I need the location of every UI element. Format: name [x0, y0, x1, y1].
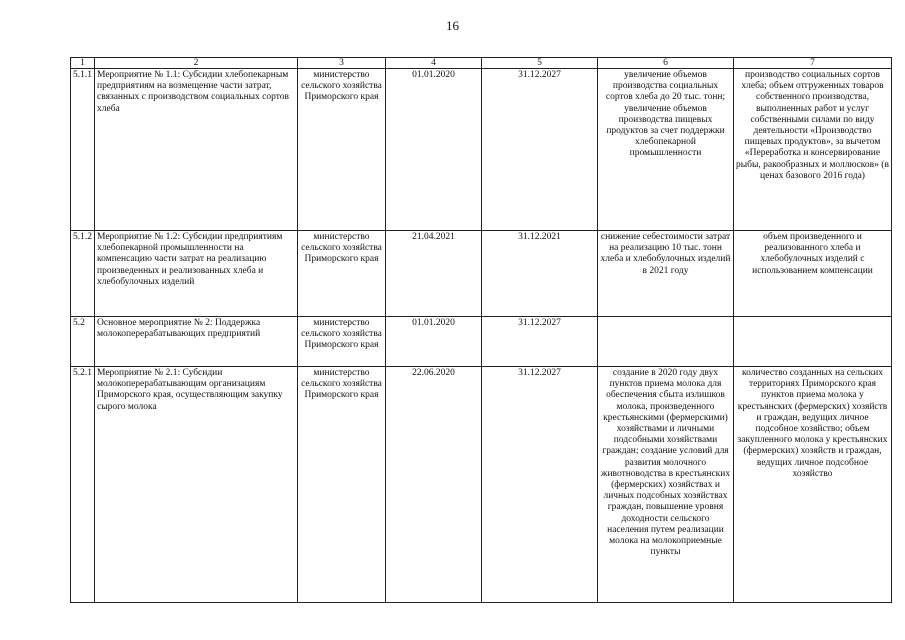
column-header: 1	[71, 58, 95, 69]
column-header: 2	[95, 58, 298, 69]
expected-result: снижение себестоимости затрат на реализацию 10 тыс. тонн хлеба и хлебобулочных изделий в 2021 году	[598, 231, 734, 317]
indicator: количество созданных на сельских территориях Приморского края пунктов приема молока у крестьянских (фермерских) хозяйств и граждан, ведущих личное подсобное хозяйство; объем закупленного молока у крестьянских (фермерских) хозяйств и граждан, ведущих личное подсобное хозяйство	[734, 367, 892, 603]
end-date: 31.12.2021	[482, 231, 598, 317]
end-date: 31.12.2027	[482, 69, 598, 231]
column-header: 6	[598, 58, 734, 69]
page-number: 16	[446, 18, 459, 33]
executor: министерство сельского хозяйства Приморского края	[298, 69, 386, 231]
table-row	[71, 231, 892, 317]
measure-name: Мероприятие № 2.1: Субсидии молокоперерабатывающим организациям Приморского края, осуществляющим закупку сырого молока	[95, 367, 298, 603]
column-header: 3	[298, 58, 386, 69]
expected-result: создание в 2020 году двух пунктов приема молока для обеспечения сбыта излишков молока, произведенного крестьянскими (фермерскими) хозяйствами и личными подсобными хозяйствами граждан; создание условий для развития молочного животноводства в крестьянских (фермерских) хозяйствах и личных подсобных хозяйствах граждан, повышение уровня доходности сельского населения путем реализации молока на молокоприемные пункты	[598, 367, 734, 603]
measure-name: Мероприятие № 1.1: Субсидии хлебопекарным предприятиям на возмещение части затрат, связанных с производством социальных сортов хлеба	[95, 69, 298, 231]
start-date: 01.01.2020	[386, 69, 482, 231]
row-number: 5.1.2	[71, 231, 95, 317]
executor: министерство сельского хозяйства Приморского края	[298, 231, 386, 317]
expected-result	[598, 317, 734, 367]
measure-name: Основное мероприятие № 2: Поддержка молокоперерабатывающих предприятий	[95, 317, 298, 367]
executor: министерство сельского хозяйства Приморского края	[298, 317, 386, 367]
table-row	[71, 69, 892, 231]
row-number: 5.2	[71, 317, 95, 367]
indicator	[734, 317, 892, 367]
table-row	[71, 317, 892, 367]
column-header: 7	[734, 58, 892, 69]
row-number: 5.2.1	[71, 367, 95, 603]
column-header: 5	[482, 58, 598, 69]
column-header: 4	[386, 58, 482, 69]
indicator: объем произведенного и реализованного хлеба и хлебобулочных изделий с использованием компенсации	[734, 231, 892, 317]
measure-name: Мероприятие № 1.2: Субсидии предприятиям хлебопекарной промышленности на компенсацию части затрат на реализацию произведенных и реализованных хлеба и хлебобулочных изделий	[95, 231, 298, 317]
end-date: 31.12.2027	[482, 317, 598, 367]
start-date: 01.01.2020	[386, 317, 482, 367]
table-row	[71, 367, 892, 603]
indicator: производство социальных сортов хлеба; объем отгруженных товаров собственного производства, выполненных работ и услуг собственными силами по виду деятельности «Производство пищевых продуктов», за вычетом «Переработка и консервирование рыбы, ракообразных и моллюсков» (в ценах базового 2016 года)	[734, 69, 892, 231]
expected-result: увеличение объемов производства социальных сортов хлеба до 20 тыс. тонн; увеличение объемов производства пищевых продуктов за счет поддержки хлебопекарной промышленности	[598, 69, 734, 231]
row-number: 5.1.1	[71, 69, 95, 231]
start-date: 21.04.2021	[386, 231, 482, 317]
table-header-row	[71, 58, 892, 69]
executor: министерство сельского хозяйства Приморского края	[298, 367, 386, 603]
program-table	[70, 57, 892, 603]
start-date: 22.06.2020	[386, 367, 482, 603]
end-date: 31.12.2027	[482, 367, 598, 603]
